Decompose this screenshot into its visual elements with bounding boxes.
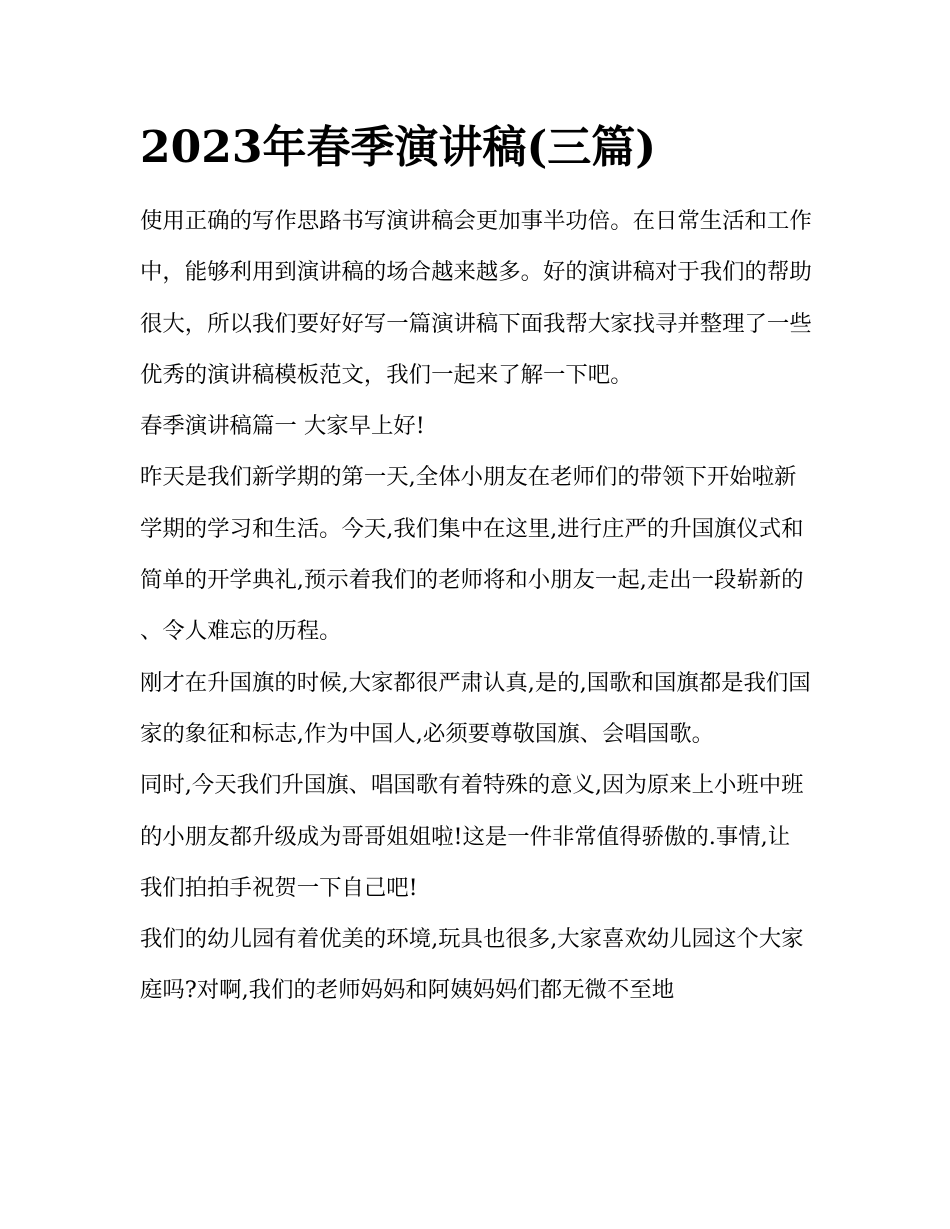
body-paragraph: 昨天是我们新学期的第一天,全体小朋友在老师们的带领下开始啦新学期的学习和生活。今天,我们集中在这里,进行庄严的升国旗仪式和简单的开学典礼,预示着我们的老师将和小朋友一起,走出一段崭新的、令人难忘的历程。 [140,464,804,645]
section-heading-paragraph: 春季演讲稿篇一 大家早上好! [140,413,425,440]
body-paragraph: 刚才在升国旗的时候,大家都很严肃认真,是的,国歌和国旗都是我们国家的象征和标志,作为中国人,必须要尊敬国旗、会唱国歌。 [140,669,811,747]
document-title: 2023年春季演讲稿(三篇) [140,122,657,173]
body-paragraph: 我们的幼儿园有着优美的环境,玩具也很多,大家喜欢幼儿园这个大家庭吗?对啊,我们的老师妈妈和阿姨妈妈们都无微不至地 [140,926,804,1004]
intro-paragraph: 使用正确的写作思路书写演讲稿会更加事半功倍。在日常生活和工作中，能够利用到演讲稿的场合越来越多。好的演讲稿对于我们的帮助很大，所以我们要好好写一篇演讲稿下面我帮大家找寻并整理了一些优秀的演讲稿模板范文，我们一起来了解一下吧。 [140,208,812,388]
document-body [140,196,812,1017]
body-paragraph: 同时,今天我们升国旗、唱国歌有着特殊的意义,因为原来上小班中班的小朋友都升级成为哥哥姐姐啦!这是一件非常值得骄傲的.事情,让我们拍拍手祝贺一下自己吧! [140,772,804,901]
